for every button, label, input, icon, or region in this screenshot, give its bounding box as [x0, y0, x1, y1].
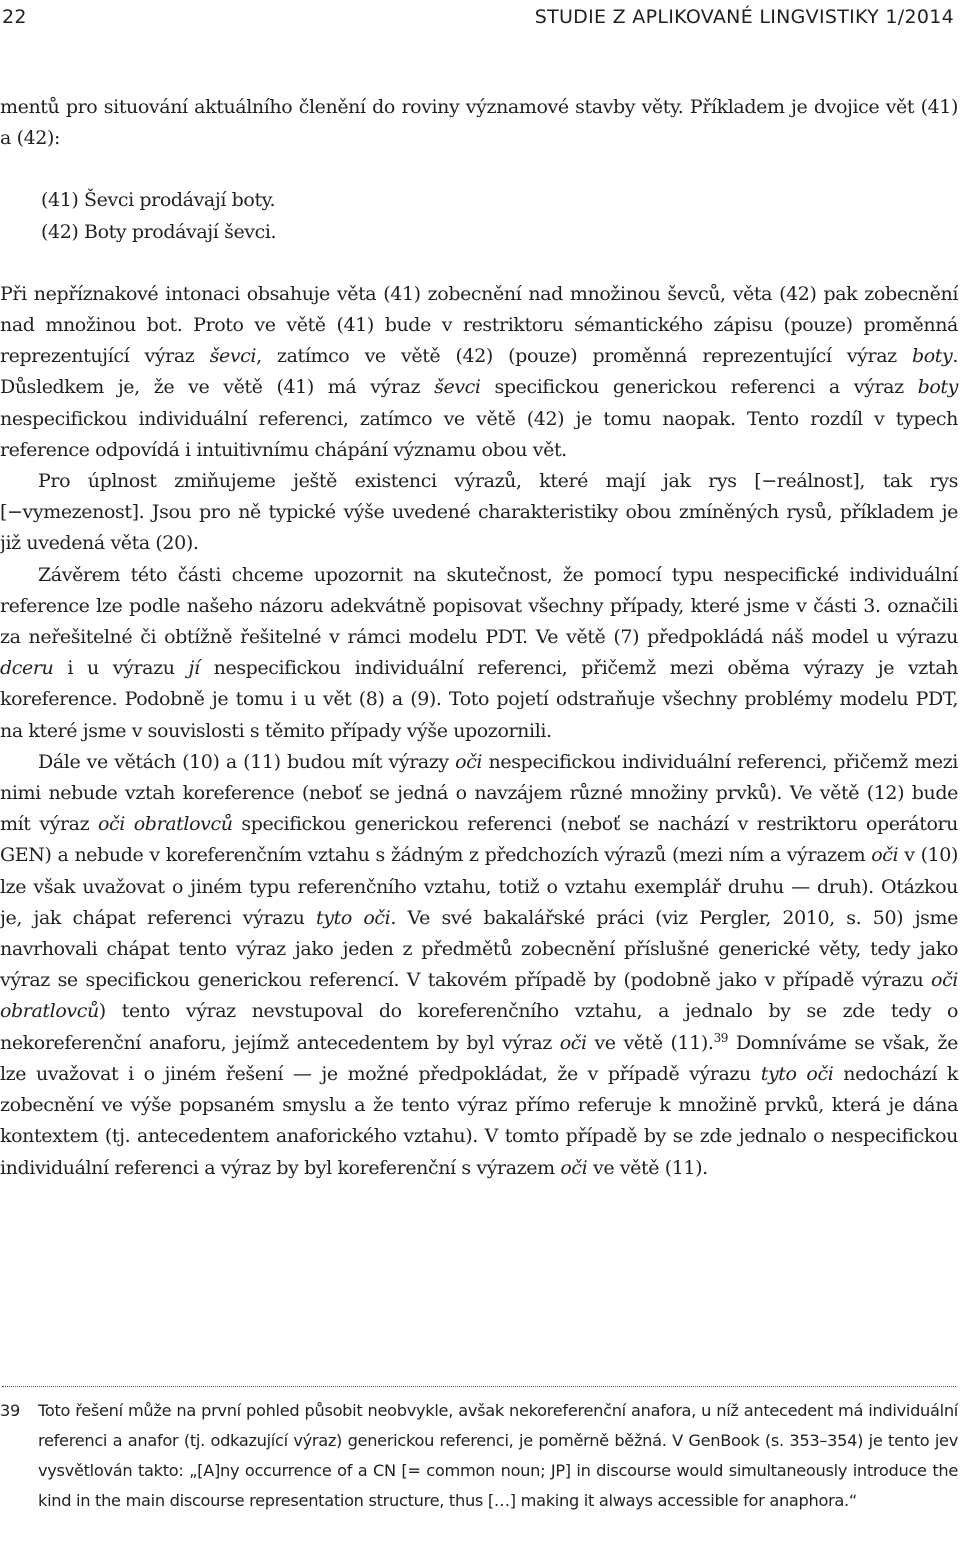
paragraph-completeness: Pro úplnost zmiňujeme ještě existenci výrazů, které mají jak rys [−reálnost], tak rys [−vymezenost]. Jsou pro ně typické výše uvedené charakteristiky obou zmíněných rysů, příkladem je již uvedená věta (20).	[0, 470, 958, 555]
footnote-text: Toto řešení může na první pohled působit neobvykle, avšak nekoreferenční anafora, u níž antecedent má individuální referenci a anafor (tj. odkazující výraz) generickou referenci, je poměrně běžná. V GenBook (s. 353–354) je tento jev vysvětlován takto: „[A]ny occurrence of a CN [= common noun; JP] in discourse would simultaneously introduce the kind in the main discourse representation structure, thus […] making it always accessible for anaphora.“	[38, 1401, 958, 1510]
text-run: Závěrem této části chceme upozornit na skutečnost, že pomocí typu nespecifické individuální reference lze podle našeho názoru adekvátně popisovat všechny případy, které jsme v části 3. označili za neřešitelné či obtížně řešitelné v rámci modelu PDT. Ve větě (7) předpokládá náš model u výrazu	[0, 563, 958, 649]
text-run: specifickou generickou referenci (neboť se nachází v restriktoru operátoru GEN) a nebude v koreferenčním vztahu s žádným z předchozích výrazů (mezi ním a výrazem	[0, 813, 959, 867]
main-text	[0, 92, 958, 1184]
journal-title: STUDIE Z APLIKOVANÉ LINGVISTIKY 1/2014	[534, 6, 954, 28]
italic-term: oči	[455, 750, 483, 773]
text-run: . Ve své bakalářské práci (viz Pergler, 2010, s. 50) jsme navrhovali chápat tento výraz jako jeden z předmětů zobecnění příslušné generické věty, tedy jako výraz se specifickou generickou referencí. V takovém případě by (podobně jako v případě výrazu	[0, 906, 958, 992]
paragraph-eyes	[0, 747, 958, 1184]
italic-term: tyto oči	[316, 906, 391, 929]
text-run: i u výrazu	[53, 657, 189, 680]
text-run: ) tento výraz nevstupoval do koreferenčního vztahu, a jednalo by se zde tedy o nekoreferenční anaforu, jejímž antecedentem by byl výraz	[0, 1000, 958, 1054]
text-run: , zatímco ve větě (42) (pouze) proměnná reprezentující výraz	[256, 345, 912, 368]
italic-term: oči	[871, 844, 899, 867]
italic-term: boty	[911, 345, 953, 368]
running-header	[0, 6, 958, 32]
text-run: ve větě (11).	[587, 1156, 708, 1179]
italic-term: ševci	[434, 376, 481, 399]
italic-term: oči	[559, 1031, 587, 1054]
footnote-39	[0, 1396, 958, 1516]
italic-term: jí	[188, 657, 200, 680]
italic-term: oči obratlovců	[98, 813, 233, 836]
text-run: Při nepříznakové intonaci obsahuje věta (41) zobecnění nad množinou ševců, věta (42) pak zobecnění nad množinou bot. Proto ve větě (41) bude v restriktoru sémantického zápisu (pouze) proměnná reprezentující výraz	[0, 282, 958, 368]
example-41: (41) Ševci prodávají boty.	[41, 189, 276, 212]
text-run: v (10) lze však uvažovat o jiném typu referenčního vztahu, totiž o vztahu exemplář druhu — druh). Otázkou je, jak chápat referenci výrazu	[0, 844, 958, 929]
example-list	[0, 185, 958, 247]
text-run: nespecifickou individuální referenci, přičemž mezi oběma výrazy je vztah koreference. Podobně je tomu i u vět (8) a (9). Toto pojetí odstraňuje všechny problémy modelu PDT, na které jsme v souvislosti s těmito případy výše upozornili.	[0, 657, 958, 742]
paragraph-conclusion	[0, 560, 958, 747]
footnote-reference[interactable]: 39	[713, 1030, 729, 1045]
footnote-divider	[2, 1386, 956, 1387]
text-run: ve větě (11).	[586, 1031, 714, 1054]
text-run: Domníváme se však, že lze uvažovat i o jiném řešení — je možné předpokládat, že v případě výrazu	[0, 1031, 959, 1085]
text-run: nespecifickou individuální referenci, přičemž mezi nimi nebude vztah koreference (neboť se jedná o navzájem různé množiny prvků). Ve větě (12) bude mít výraz	[0, 750, 958, 836]
italic-term: dceru	[0, 657, 54, 680]
text-run: Dále ve větách (10) a (11) budou mít výrazy	[38, 750, 456, 773]
page-number: 22	[2, 6, 27, 28]
paragraph-intro: mentů pro situování aktuálního členění do roviny významové stavby věty. Příkladem je dvojice vět (41) a (42):	[0, 96, 958, 150]
italic-term: oči	[560, 1156, 588, 1179]
paragraph-intonation	[0, 279, 958, 466]
italic-term: ševci	[209, 345, 257, 368]
italic-term: oči obratlovců	[0, 969, 958, 1023]
text-run: nedochází k zobecnění ve výše popsaném smyslu a že tento výraz přímo referuje k množině prvků, která je dána kontextem (tj. antecedentem anaforického vztahu). V tomto případě by se zde jednalo o nespecifickou individuální referenci a výraz by byl koreferenční s výrazem	[0, 1062, 958, 1179]
italic-term: boty	[917, 376, 958, 399]
italic-term: tyto oči	[760, 1062, 834, 1085]
text-run: . Důsledkem je, že ve větě (41) má výraz	[0, 345, 958, 399]
text-run: nespecifickou individuální referenci, zatímco ve větě (42) je tomu naopak. Tento rozdíl v typech reference odpovídá i intuitivnímu chápání významu obou vět.	[0, 407, 958, 461]
text-run: specifickou generickou referenci a výraz	[480, 376, 918, 399]
footnote-number: 39	[0, 1401, 20, 1420]
example-42: (42) Boty prodávají ševci.	[41, 220, 277, 243]
